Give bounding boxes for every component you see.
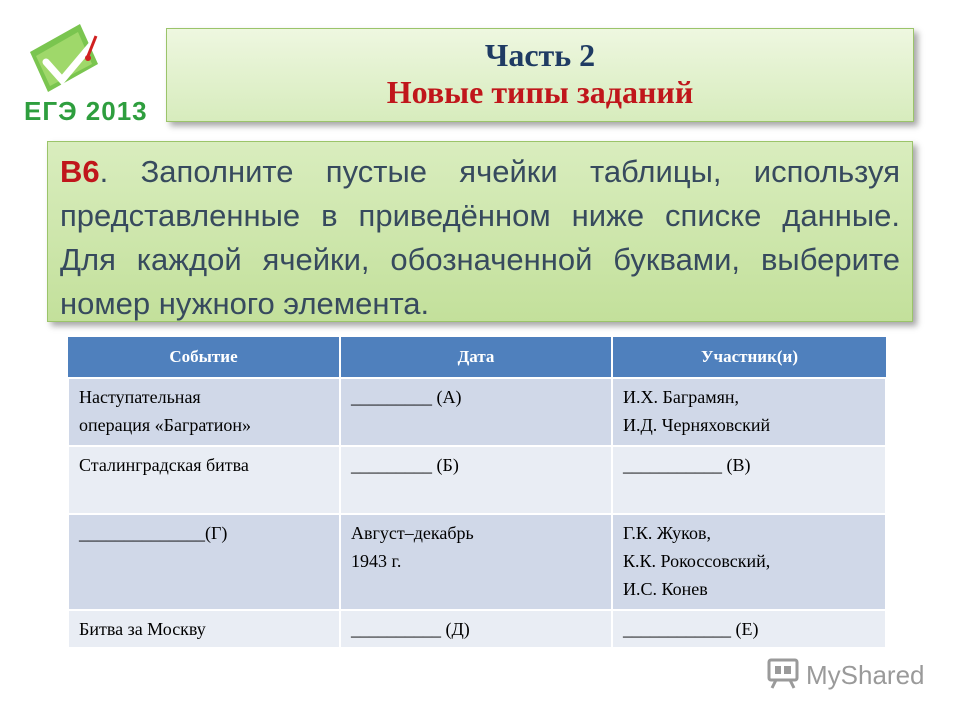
cell-line: К.К. Рокоссовский, bbox=[623, 551, 771, 571]
cell-line: Г.К. Жуков, bbox=[623, 523, 711, 543]
table-row bbox=[68, 610, 886, 648]
part-title: Часть 2 bbox=[484, 37, 596, 73]
participants-cell bbox=[612, 514, 886, 610]
events-table bbox=[67, 337, 887, 649]
cell-line: ______________(Г) bbox=[79, 523, 228, 543]
event-cell bbox=[68, 514, 340, 610]
header-participants: Участник(и) bbox=[612, 337, 886, 378]
task-box bbox=[47, 141, 913, 322]
table-row bbox=[68, 446, 886, 514]
date-cell bbox=[340, 514, 612, 610]
date-cell bbox=[340, 610, 612, 648]
header-event: Событие bbox=[68, 337, 340, 378]
cell-line: И.Х. Баграмян, bbox=[623, 387, 739, 407]
cell-line: И.Д. Черняховский bbox=[623, 415, 771, 435]
header-date: Дата bbox=[340, 337, 612, 378]
event-cell bbox=[68, 378, 340, 446]
cell-line: Сталинградская битва bbox=[79, 455, 249, 475]
cell-line: Август–декабрь bbox=[351, 523, 474, 543]
task-body: . Заполните пустые ячейки таблицы, используя представленные в приведённом ниже списке данные. Для каждой ячейки, обозначенной буквами, выберите номер нужного элемента. bbox=[60, 154, 900, 321]
task-text bbox=[60, 150, 900, 326]
cell-line: Битва за Москву bbox=[79, 619, 206, 639]
cell-line: Наступательная bbox=[79, 387, 201, 407]
cell-line: И.С. Конев bbox=[623, 579, 708, 599]
cell-line: ____________ (Е) bbox=[623, 619, 759, 639]
logo-text: ЕГЭ 2013 bbox=[24, 96, 148, 126]
date-cell bbox=[340, 378, 612, 446]
watermark-text: MyShared bbox=[806, 660, 925, 690]
projector-icon bbox=[766, 658, 800, 690]
date-cell bbox=[340, 446, 612, 514]
cell-line: 1943 г. bbox=[351, 551, 402, 571]
participants-cell bbox=[612, 378, 886, 446]
event-cell bbox=[68, 446, 340, 514]
page-subtitle: Новые типы заданий bbox=[386, 74, 694, 110]
task-label: В6 bbox=[60, 154, 100, 189]
title-box bbox=[166, 28, 914, 122]
table-row bbox=[68, 378, 886, 446]
table-row bbox=[68, 514, 886, 610]
participants-cell bbox=[612, 610, 886, 648]
checkmark-logo-icon bbox=[18, 22, 148, 102]
cell-line: операция «Багратион» bbox=[79, 415, 252, 435]
cell-line: ___________ (В) bbox=[623, 455, 751, 475]
cell-line: _________ (Б) bbox=[351, 455, 459, 475]
participants-cell bbox=[612, 446, 886, 514]
cell-line: __________ (Д) bbox=[351, 619, 470, 639]
cell-line: _________ (А) bbox=[351, 387, 462, 407]
event-cell bbox=[68, 610, 340, 648]
table-header-row bbox=[68, 337, 886, 378]
